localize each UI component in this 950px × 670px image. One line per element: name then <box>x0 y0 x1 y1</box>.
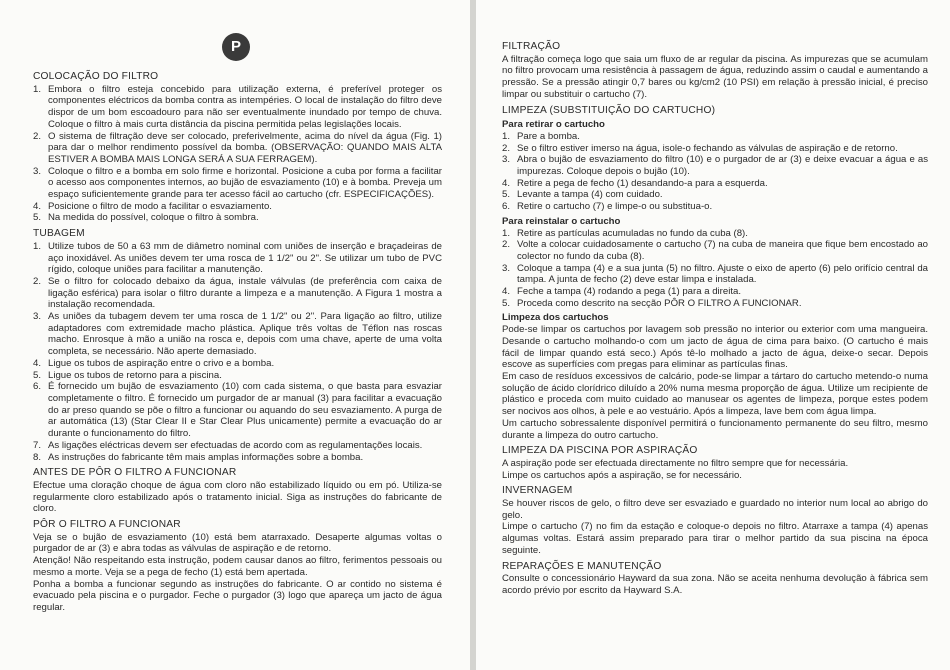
reparacoes-paragraph: Consulte o concessionário Hayward da sua zona. Não se aceita nenhuma devolução à fábrica sem acordo prévio por escrito da Hayward S.A. <box>502 573 928 596</box>
list-item: 2. Volte a colocar cuidadosamente o cartucho (7) na cuba de maneira que fique bem encostado ao colector no fundo da cuba (8). <box>502 239 928 262</box>
por-paragraph-1: Veja se o bujão de esvaziamento (10) está bem atarraxado. Desaperte algumas voltas o purgador de ar (3) e abra todas as válvulas de aspiração e de retorno. <box>33 531 442 555</box>
subheading-limpeza-cartuchos: Limpeza dos cartuchos <box>502 312 609 324</box>
list-item: 1. Pare a bomba. <box>502 130 580 142</box>
section-heading-limpeza: LIMPEZA (SUBSTITUIÇÃO DO CARTUCHO) <box>502 104 716 116</box>
right-content <box>502 41 928 597</box>
section-heading-aspiracao: LIMPEZA DA PISCINA POR ASPIRAÇÃO <box>502 445 698 457</box>
reinstalar-list <box>502 228 928 310</box>
por-paragraph-3: Ponha a bomba a funcionar segundo as instruções do fabricante. O ar contido no sistema é evacuado pela piscina e o purgador. Feche o purgador (3) logo que apareça um jacto de água regular. <box>33 578 442 613</box>
list-item: 4. Retire a pega de fecho (1) desandando-a para a esquerda. <box>502 177 768 189</box>
list-item: 1. Embora o filtro esteja concebido para utilização externa, é preferível proteger os componentes eléctricos da bomba contra as intempéries. O local de instalação do filtro deve dispor de um bom escoadouro para não ser eventualmente inundado por tempo de chuva. Coloque o filtro à mais curta distância da piscina permitida pelas legislações locais. <box>33 83 442 130</box>
list-item: 5. Proceda como descrito na secção PÔR O FILTRO A FUNCIONAR. <box>502 297 802 309</box>
list-item: 7. As ligações eléctricas devem ser efectuadas de acordo com as regulamentações locais. <box>33 439 423 451</box>
list-item: 6. Retire o cartucho (7) e limpe-o ou substitua-o. <box>502 201 713 213</box>
section-heading-reparacoes: REPARAÇÕES E MANUTENÇÃO <box>502 560 662 572</box>
left-page <box>0 0 470 670</box>
list-item: 5. Na medida do possível, coloque o filtro à sombra. <box>33 212 259 224</box>
antes-paragraph: Efectue uma cloração choque de água com cloro não estabilizado líquido ou em pó. Utiliza-se regularmente cloro estabilizado após o tratamento inicial. Siga as instruções do fabricante de cloro. <box>33 479 442 515</box>
list-item: 4. Posicione o filtro de modo a facilitar o esvaziamento. <box>33 200 272 212</box>
section-heading-colocacao: COLOCAÇÃO DO FILTRO <box>33 71 159 82</box>
list-item: 2. O sistema de filtração deve ser colocado, preferivelmente, acima do nível da água (Fig. 1) para dar o melhor rendimento possível da bomba. (OBSERVAÇÃO: QUANDO MAIS ALTA ESTIVER A BOMBA MAIS LONGA SERÁ A SUA FERRAGEM). <box>33 130 442 165</box>
list-item: 1. Utilize tubos de 50 a 63 mm de diâmetro nominal com uniões de inserção e braçadeiras de aço inoxidável. As uniões devem ter uma rosca de 1 1/2" ou 2". Se utilizar um tubo de PVC rígido, coloque uniões para facilitar a manutenção. <box>33 240 442 276</box>
list-item: 6. É fornecido um bujão de esvaziamento (10) com cada sistema, o que basta para esvaziar completamente o filtro. É fornecido um purgador de ar manual (3) para facilitar a evacuação do ar preso quando se põe o filtro a funcionar ou aquando do seu esvaziamento. A purga de ar automática (13) (Star Clear II e Star Clear Plus unicamente) permite a evacuação do ar durante o funcionamento do filtro. <box>33 381 442 440</box>
list-item: 3. Coloque o filtro e a bomba em solo firme e horizontal. Posicione a cuba por forma a facilitar o acesso aos componentes internos, ao bujão de esvaziamento (10) e à bomba. Preveja um espaço suficientemente grande para ter acesso fácil ao cartucho (cfr. ESPECIFICAÇÕES). <box>33 165 442 201</box>
limpeza-cartuchos-paragraph-2: Em caso de resíduos excessivos de calcário, pode-se limpar a tártaro do cartucho metendo-o numa solução de ácido clorídrico diluído a 20% numa mesma proporção de água. Utilize um recipiente de plástico e proceda com muito cuidado ao manusear os agentes de limpeza, porque estes podem ser nocivos aos olhos, à pele e ao vestuário. Após a limpeza, lave bem com água limpa. <box>502 370 928 418</box>
tubagem-list <box>33 241 442 463</box>
list-item: 1. Retire as partículas acumuladas no fundo da cuba (8). <box>502 227 748 239</box>
limpeza-cartuchos-paragraph-3: Um cartucho sobressalente disponível permitirá o funcionamento permanente do seu filtro, mesmo durante a limpeza do outro cartucho. <box>502 417 928 441</box>
aspiracao-paragraph-2: Limpe os cartuchos após a aspiração, se for necessário. <box>502 469 742 481</box>
language-badge: P <box>222 33 250 61</box>
filtracao-paragraph: A filtração começa logo que saia um fluxo de ar regular da piscina. As impurezas que se acumulam no filtro provocam uma resistência à passagem de água, reduzindo assim o caudal e aumentando a pressão. Se a pressão atingir 0,7 bares ou kg/cm2 (10 PSI) em relação à pressão inicial, é preciso limpar ou substituir o cartucho (7). <box>502 53 928 100</box>
colocacao-list <box>33 84 442 224</box>
right-page <box>476 0 950 670</box>
section-heading-invernagem: INVERNAGEM <box>502 485 573 497</box>
subheading-retirar: Para retirar o cartucho <box>502 119 605 131</box>
subheading-reinstalar: Para reinstalar o cartucho <box>502 215 621 227</box>
retirar-list <box>502 131 928 213</box>
list-item: 5. Ligue os tubos de retorno para a piscina. <box>33 369 222 381</box>
section-heading-filtracao: FILTRAÇÃO <box>502 41 561 52</box>
invernagem-paragraph-2: Limpe o cartucho (7) no fim da estação e coloque-o depois no filtro. Atarraxe a tampa (4) apenas algumas voltas. Estará assim preparado para tirar o melhor partido da sua piscina na época seguinte. <box>502 521 928 556</box>
list-item: 4. Feche a tampa (4) rodando a pega (1) para a direita. <box>502 286 741 298</box>
limpeza-cartuchos-paragraph-1: Pode-se limpar os cartuchos por lavagem sob pressão no interior ou exterior com uma mangueira. Desande o cartucho molhando-o com um jacto de água de cima para baixo. (O cartucho é mais fácil de limpar quando está seco.) Após tê-lo molhado a jacto de água, deixe-o secar. Depois escove as superfícies com pregas para eliminar as partículas finas. <box>502 324 928 371</box>
list-item: 3. Coloque a tampa (4) e a sua junta (5) no filtro. Ajuste o eixo de aperto (6) pelo orifício central da tampa. A junta de fecho (2) deve estar limpa e instalada. <box>502 262 928 286</box>
section-heading-tubagem: TUBAGEM <box>33 228 85 240</box>
invernagem-paragraph-1: Se houver riscos de gelo, o filtro deve ser esvaziado e guardado no interior num local ao abrigo do gelo. <box>502 498 928 521</box>
list-item: 5. Levante a tampa (4) com cuidado. <box>502 189 663 201</box>
list-item: 4. Ligue os tubos de aspiração entre o crivo e a bomba. <box>33 357 275 369</box>
list-item: 2. Se o filtro estiver imerso na água, isole-o fechando as válvulas de aspiração e de retorno. <box>502 142 898 154</box>
list-item: 3. As uniões da tubagem devem ter uma rosca de 1 1/2" ou 2". Para ligação ao filtro, utilize adaptadores com extremidade macho plástica. Aplique três voltas de Téflon nas roscas macho. Enrosque à mão a união na rosca e, depois com uma chave, aperte de uma volta completa, se necessário. Não aperte demasiado. <box>33 311 442 358</box>
por-paragraph-2: Atenção! Não respeitando esta instrução, podem causar danos ao filtro, ferimentos pessoais ou mesmo a morte. Veja se a pega de fecho (1) está bem apertada. <box>33 555 442 578</box>
list-item: 8. As instruções do fabricante têm mais amplas informações sobre a bomba. <box>33 451 364 463</box>
list-item: 3. Abra o bujão de esvaziamento do filtro (10) e o purgador de ar (3) e deixe evacuar a água e as impurezas. Coloque depois o bujão (10). <box>502 154 928 178</box>
aspiracao-paragraph-1: A aspiração pode ser efectuada directamente no filtro sempre que for necessária. <box>502 457 849 469</box>
section-heading-antes: ANTES DE PÔR O FILTRO A FUNCIONAR <box>33 467 237 479</box>
left-content <box>33 71 442 614</box>
list-item: 2. Se o filtro for colocado debaixo da água, instale válvulas (de preferência com caixa de ligação esférica) para isolar o filtro durante a limpeza e a manutenção. A Figura 1 mostra a instalação recomendada. <box>33 275 442 311</box>
section-heading-por: PÔR O FILTRO A FUNCIONAR <box>33 519 181 531</box>
